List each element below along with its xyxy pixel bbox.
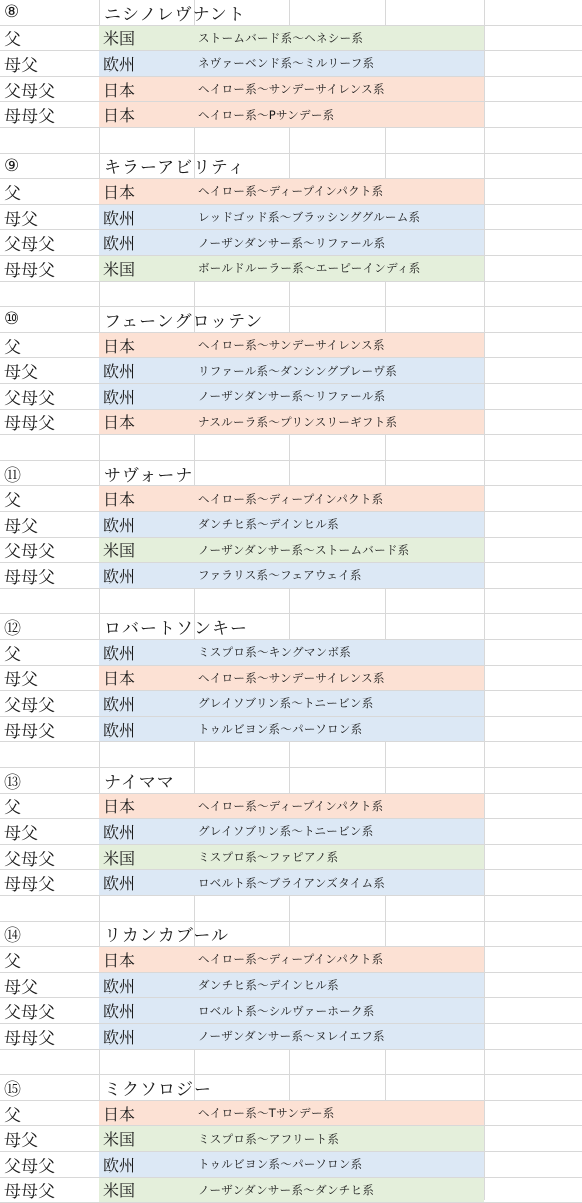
blank-row [0, 1050, 582, 1076]
horse-name-cell[interactable]: ニシノレヴナント [104, 4, 246, 25]
relation-cell[interactable]: 母父 [4, 977, 38, 998]
region-cell[interactable]: 欧州 [99, 512, 194, 537]
sire-line-cell[interactable]: ミスプロ系〜ファピアノ系 [194, 845, 484, 870]
region-cell[interactable]: 日本 [99, 333, 194, 358]
horse-number-cell[interactable]: ⑭ [4, 926, 21, 947]
horse-name-cell[interactable]: ナイママ [104, 772, 175, 793]
horse-header-row [0, 1075, 582, 1101]
relation-cell[interactable]: 母父 [4, 55, 38, 76]
relation-cell[interactable]: 父 [4, 491, 21, 511]
blank-row [0, 282, 582, 308]
sire-line-cell[interactable]: ボールドルーラー系〜エーピーインディ系 [194, 256, 484, 281]
relation-cell[interactable]: 父母父 [4, 542, 55, 563]
pedigree-row [0, 870, 582, 896]
relation-cell[interactable]: 母母父 [4, 414, 55, 435]
horse-header-row [0, 461, 582, 487]
relation-cell[interactable]: 父 [4, 337, 21, 358]
sire-line-cell[interactable]: ヘイロー系〜サンデーサイレンス系 [194, 77, 484, 102]
relation-cell[interactable]: 母父 [4, 363, 38, 383]
pedigree-row [0, 819, 582, 845]
sire-line-cell[interactable]: ノーザンダンサー系〜リファール系 [194, 384, 484, 409]
region-cell[interactable]: 日本 [99, 666, 194, 691]
horse-number-cell[interactable]: ⑮ [4, 1079, 21, 1100]
blank-row [0, 742, 582, 768]
pedigree-row [0, 947, 582, 973]
relation-cell[interactable]: 母母父 [4, 107, 55, 127]
relation-cell[interactable]: 母母父 [4, 875, 55, 895]
pedigree-row [0, 410, 582, 436]
horse-name-cell[interactable]: ロバートソンキー [104, 619, 248, 639]
horse-number-cell[interactable]: ⑩ [4, 309, 20, 330]
relation-cell[interactable]: 父 [4, 644, 21, 665]
horse-header-row [0, 307, 582, 333]
sire-line-cell[interactable]: ノーザンダンサー系〜ストームバード系 [194, 538, 484, 563]
region-cell[interactable]: 日本 [99, 1101, 194, 1126]
sire-line-cell[interactable]: ダンチヒ系〜デインヒル系 [194, 973, 484, 998]
sire-line-cell[interactable]: ヘイロー系〜ディープインパクト系 [194, 179, 484, 204]
relation-cell[interactable]: 父母父 [4, 81, 55, 102]
pedigree-row [0, 563, 582, 589]
sire-line-cell[interactable]: ロベルト系〜ブライアンズタイム系 [194, 870, 484, 895]
pedigree-row [0, 717, 582, 743]
relation-cell[interactable]: 母母父 [4, 721, 55, 742]
relation-cell[interactable]: 母母父 [4, 260, 55, 281]
sire-line-cell[interactable]: ダンチヒ系〜デインヒル系 [194, 512, 484, 537]
region-cell[interactable]: 欧州 [99, 384, 194, 409]
blank-row [0, 589, 582, 615]
horse-header-row [0, 154, 582, 180]
pedigree-row [0, 358, 582, 384]
pedigree-row [0, 1152, 582, 1178]
region-cell[interactable]: 日本 [99, 102, 194, 127]
sire-line-cell[interactable]: ナスルーラ系〜プリンスリーギフト系 [194, 410, 484, 435]
relation-cell[interactable]: 母母父 [4, 567, 55, 588]
sire-line-cell[interactable]: ミスプロ系〜キングマンボ系 [194, 640, 484, 665]
relation-cell[interactable]: 母父 [4, 670, 38, 691]
region-cell[interactable]: 日本 [99, 410, 194, 435]
region-cell[interactable]: 米国 [99, 845, 194, 870]
pedigree-row [0, 794, 582, 820]
relation-cell[interactable]: 母父 [4, 1131, 38, 1151]
pedigree-row [0, 998, 582, 1024]
region-cell[interactable]: 欧州 [99, 358, 194, 383]
relation-cell[interactable]: 父 [4, 30, 21, 51]
sire-line-cell[interactable]: ヘイロー系〜ディープインパクト系 [194, 486, 484, 511]
sire-line-cell[interactable]: ヘイロー系〜サンデーサイレンス系 [194, 333, 484, 358]
relation-cell[interactable]: 父 [4, 951, 21, 972]
pedigree-row [0, 691, 582, 717]
horse-name-cell[interactable]: キラーアビリティ [104, 158, 246, 179]
region-cell[interactable]: 日本 [99, 794, 194, 819]
pedigree-row [0, 512, 582, 538]
pedigree-row [0, 256, 582, 282]
sire-line-cell[interactable]: トゥルビヨン系〜パーソロン系 [194, 717, 484, 742]
blank-row [0, 128, 582, 154]
region-cell[interactable]: 欧州 [99, 1152, 194, 1177]
relation-cell[interactable]: 母母父 [4, 1182, 55, 1203]
pedigree-row [0, 384, 582, 410]
sire-line-cell[interactable]: トゥルビヨン系〜パーソロン系 [194, 1152, 484, 1177]
region-cell[interactable]: 米国 [99, 26, 194, 51]
relation-cell[interactable]: 父母父 [4, 1003, 55, 1023]
region-cell[interactable]: 日本 [99, 77, 194, 102]
horse-name-cell[interactable]: ミクソロジー [104, 1079, 212, 1100]
relation-cell[interactable]: 母母父 [4, 1028, 55, 1049]
pedigree-row [0, 333, 582, 359]
horse-number-cell[interactable]: ⑪ [4, 465, 21, 486]
pedigree-row [0, 205, 582, 231]
region-cell[interactable]: 欧州 [99, 998, 194, 1023]
region-cell[interactable]: 欧州 [99, 51, 194, 76]
sire-line-cell[interactable]: ノーザンダンサー系〜ヌレイエフ系 [194, 1024, 484, 1049]
relation-cell[interactable]: 母父 [4, 516, 38, 537]
sire-line-cell[interactable]: ヘイロー系〜ディープインパクト系 [194, 794, 484, 819]
sire-line-cell[interactable]: ヘイロー系〜Tサンデー系 [194, 1101, 484, 1126]
sire-line-cell[interactable]: ノーザンダンサー系〜リファール系 [194, 230, 484, 255]
sire-line-cell[interactable]: ネヴァーベンド系〜ミルリーフ系 [194, 51, 484, 76]
region-cell[interactable]: 米国 [99, 1126, 194, 1151]
horse-number-cell[interactable]: ⑫ [4, 619, 21, 639]
horse-header-row [0, 922, 582, 948]
pedigree-row [0, 1024, 582, 1050]
region-cell[interactable]: 米国 [99, 538, 194, 563]
region-cell[interactable]: 欧州 [99, 717, 194, 742]
sire-line-cell[interactable]: グレイソブリン系〜トニービン系 [194, 691, 484, 716]
pedigree-row [0, 51, 582, 77]
horse-name-cell[interactable]: サヴォーナ [104, 465, 194, 486]
horse-name-cell[interactable]: リカンカブール [104, 926, 229, 947]
region-cell[interactable]: 欧州 [99, 870, 194, 895]
sire-line-cell[interactable]: グレイソブリン系〜トニービン系 [194, 819, 484, 844]
horse-number-cell[interactable]: ⑧ [4, 2, 20, 23]
region-cell[interactable]: 欧州 [99, 640, 194, 665]
blank-row [0, 896, 582, 922]
region-cell[interactable]: 欧州 [99, 819, 194, 844]
blank-row [0, 435, 582, 461]
sire-line-cell[interactable]: ヘイロー系〜ディープインパクト系 [194, 947, 484, 972]
relation-cell[interactable]: 母父 [4, 823, 38, 844]
pedigree-row [0, 845, 582, 871]
region-cell[interactable]: 米国 [99, 256, 194, 281]
horse-name-cell[interactable]: フェーングロッテン [104, 311, 264, 332]
sire-line-cell[interactable]: レッドゴッド系〜ブラッシンググルーム系 [194, 205, 484, 230]
region-cell[interactable]: 欧州 [99, 230, 194, 255]
sire-line-cell[interactable]: ヘイロー系〜サンデーサイレンス系 [194, 666, 484, 691]
pedigree-row [0, 77, 582, 103]
pedigree-row [0, 230, 582, 256]
region-cell[interactable]: 欧州 [99, 1024, 194, 1049]
pedigree-row [0, 1101, 582, 1127]
pedigree-row [0, 26, 582, 52]
pedigree-row [0, 973, 582, 999]
sire-line-cell[interactable]: ファラリス系〜フェアウェイ系 [194, 563, 484, 588]
sire-line-cell[interactable]: ロベルト系〜シルヴァーホーク系 [194, 998, 484, 1023]
pedigree-row [0, 486, 582, 512]
region-cell[interactable]: 日本 [99, 179, 194, 204]
sire-line-cell[interactable]: ヘイロー系〜Pサンデー系 [194, 102, 484, 127]
pedigree-row [0, 1126, 582, 1152]
sire-line-cell[interactable]: ミスプロ系〜アフリート系 [194, 1126, 484, 1151]
pedigree-row [0, 102, 582, 128]
relation-cell[interactable]: 父 [4, 798, 21, 819]
relation-cell[interactable]: 父 [4, 183, 21, 204]
horse-header-row [0, 0, 582, 26]
region-cell[interactable]: 欧州 [99, 205, 194, 230]
relation-cell[interactable]: 父母父 [4, 1156, 55, 1177]
relation-cell[interactable]: 父母父 [4, 235, 55, 255]
region-cell[interactable]: 米国 [99, 1178, 194, 1203]
pedigree-row [0, 179, 582, 205]
region-cell[interactable]: 日本 [99, 486, 194, 511]
pedigree-row [0, 538, 582, 564]
pedigree-row [0, 640, 582, 666]
sire-line-cell[interactable]: ノーザンダンサー系〜ダンチヒ系 [194, 1178, 484, 1203]
relation-cell[interactable]: 父 [4, 1105, 21, 1126]
horse-header-row [0, 768, 582, 794]
relation-cell[interactable]: 母父 [4, 209, 38, 230]
region-cell[interactable]: 欧州 [99, 691, 194, 716]
relation-cell[interactable]: 父母父 [4, 695, 55, 716]
horse-number-cell[interactable]: ⑨ [4, 155, 20, 176]
relation-cell[interactable]: 父母父 [4, 849, 55, 870]
horse-header-row [0, 614, 582, 640]
pedigree-row [0, 666, 582, 692]
pedigree-row [0, 1178, 582, 1203]
horse-number-cell[interactable]: ⑬ [4, 772, 21, 793]
region-cell[interactable]: 欧州 [99, 563, 194, 588]
sire-line-cell[interactable]: リファール系〜ダンシングブレーヴ系 [194, 358, 484, 383]
region-cell[interactable]: 日本 [99, 947, 194, 972]
region-cell[interactable]: 欧州 [99, 973, 194, 998]
relation-cell[interactable]: 父母父 [4, 388, 55, 409]
sire-line-cell[interactable]: ストームバード系〜ヘネシー系 [194, 26, 484, 51]
